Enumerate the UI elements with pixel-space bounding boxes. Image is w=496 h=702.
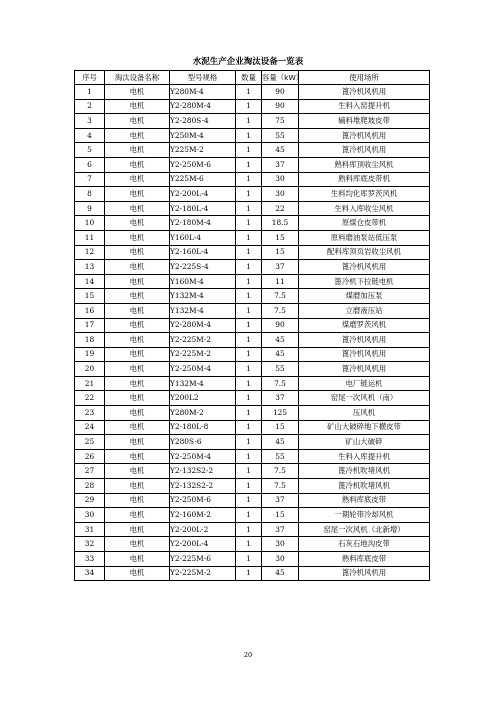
cell-model: Y2-250M-4 — [170, 449, 236, 464]
cell-index: 2 — [75, 99, 105, 114]
cell-equipment-name: 电机 — [105, 230, 170, 245]
cell-index: 32 — [75, 537, 105, 552]
cell-equipment-name: 电机 — [105, 216, 170, 231]
document-title: 水泥生产企业淘汰设备一览表 — [192, 57, 304, 67]
cell-capacity: 7.5 — [262, 464, 299, 479]
cell-quantity: 1 — [236, 99, 262, 114]
cell-quantity: 1 — [236, 508, 262, 523]
cell-equipment-name: 电机 — [105, 493, 170, 508]
cell-capacity: 30 — [262, 552, 299, 567]
cell-model: Y2-250M-4 — [170, 362, 236, 377]
cell-capacity: 30 — [262, 537, 299, 552]
cell-index: 30 — [75, 508, 105, 523]
cell-capacity: 45 — [262, 435, 299, 450]
cell-location: 窑尾一次风机（南） — [299, 391, 430, 406]
cell-model: Y2-280M-4 — [170, 99, 236, 114]
cell-capacity: 15 — [262, 508, 299, 523]
cell-quantity: 1 — [236, 479, 262, 494]
cell-quantity: 1 — [236, 216, 262, 231]
cell-model: Y2-225M-2 — [170, 566, 236, 581]
cell-location: 生料均化库罗茨风机 — [299, 187, 430, 202]
cell-model: Y2-200L-4 — [170, 187, 236, 202]
cell-capacity: 30 — [262, 172, 299, 187]
cell-equipment-name: 电机 — [105, 143, 170, 158]
table-row — [75, 85, 430, 100]
cell-location: 篦冷机风机用 — [299, 566, 430, 581]
cell-capacity: 125 — [262, 406, 299, 421]
header-location: 使用场所 — [299, 71, 430, 85]
cell-quantity: 1 — [236, 114, 262, 129]
cell-capacity: 30 — [262, 187, 299, 202]
cell-model: Y2-225M-6 — [170, 552, 236, 567]
cell-quantity: 1 — [236, 318, 262, 333]
cell-index: 12 — [75, 245, 105, 260]
cell-location: 煤磨加压泵 — [299, 289, 430, 304]
cell-location: 原料磨油泵站低压泵 — [299, 230, 430, 245]
cell-equipment-name: 电机 — [105, 260, 170, 275]
cell-quantity: 1 — [236, 85, 262, 100]
cell-location: 生料入窑提升机 — [299, 99, 430, 114]
table-row — [75, 216, 430, 231]
cell-index: 21 — [75, 376, 105, 391]
cell-equipment-name: 电机 — [105, 187, 170, 202]
cell-location: 电厂链运机 — [299, 376, 430, 391]
cell-index: 31 — [75, 522, 105, 537]
header-row — [75, 71, 430, 85]
cell-equipment-name: 电机 — [105, 201, 170, 216]
table-row — [75, 522, 430, 537]
cell-equipment-name: 电机 — [105, 347, 170, 362]
cell-location: 压风机 — [299, 406, 430, 421]
cell-equipment-name: 电机 — [105, 333, 170, 348]
cell-equipment-name: 电机 — [105, 566, 170, 581]
cell-equipment-name: 电机 — [105, 114, 170, 129]
table-row — [75, 172, 430, 187]
cell-model: Y2-280M-4 — [170, 318, 236, 333]
cell-quantity: 1 — [236, 464, 262, 479]
cell-index: 16 — [75, 303, 105, 318]
cell-location: 熟料库顶收尘风机 — [299, 157, 430, 172]
cell-model: Y2-225M-2 — [170, 347, 236, 362]
cell-index: 11 — [75, 230, 105, 245]
cell-location: 熟料库底皮带 — [299, 552, 430, 567]
table-row — [75, 362, 430, 377]
cell-model: Y2-180L-4 — [170, 201, 236, 216]
table-row — [75, 245, 430, 260]
table-row — [75, 376, 430, 391]
cell-model: Y2-132S2-2 — [170, 464, 236, 479]
cell-model: Y280M-2 — [170, 406, 236, 421]
cell-index: 26 — [75, 449, 105, 464]
cell-quantity: 1 — [236, 187, 262, 202]
cell-quantity: 1 — [236, 406, 262, 421]
cell-location: 生料入库提升机 — [299, 449, 430, 464]
cell-model: Y2-132S2-2 — [170, 479, 236, 494]
cell-index: 24 — [75, 420, 105, 435]
table-row — [75, 406, 430, 421]
cell-capacity: 37 — [262, 157, 299, 172]
cell-capacity: 37 — [262, 493, 299, 508]
cell-model: Y2-225S-4 — [170, 260, 236, 275]
table-row — [75, 260, 430, 275]
cell-index: 6 — [75, 157, 105, 172]
cell-model: Y2-200L-2 — [170, 522, 236, 537]
cell-equipment-name: 电机 — [105, 289, 170, 304]
cell-location: 篦冷机下拉链电机 — [299, 274, 430, 289]
cell-index: 27 — [75, 464, 105, 479]
cell-index: 29 — [75, 493, 105, 508]
cell-capacity: 37 — [262, 522, 299, 537]
cell-index: 34 — [75, 566, 105, 581]
table-row — [75, 347, 430, 362]
cell-index: 10 — [75, 216, 105, 231]
cell-model: Y280M-4 — [170, 85, 236, 100]
table-row — [75, 230, 430, 245]
cell-equipment-name: 电机 — [105, 537, 170, 552]
header-quantity: 数量 — [236, 71, 262, 85]
cell-index: 8 — [75, 187, 105, 202]
cell-location: 窑尾一次风机（北新增） — [299, 522, 430, 537]
cell-capacity: 18.5 — [262, 216, 299, 231]
cell-quantity: 1 — [236, 449, 262, 464]
cell-quantity: 1 — [236, 537, 262, 552]
cell-index: 23 — [75, 406, 105, 421]
table-row — [75, 508, 430, 523]
table-row — [75, 274, 430, 289]
cell-equipment-name: 电机 — [105, 522, 170, 537]
cell-quantity: 1 — [236, 493, 262, 508]
table-row — [75, 143, 430, 158]
cell-location: 原煤仓皮带机 — [299, 216, 430, 231]
table-row — [75, 289, 430, 304]
cell-model: Y2-280S-4 — [170, 114, 236, 129]
cell-capacity: 37 — [262, 391, 299, 406]
cell-equipment-name: 电机 — [105, 376, 170, 391]
cell-capacity: 7.5 — [262, 376, 299, 391]
cell-quantity: 1 — [236, 157, 262, 172]
table-row — [75, 493, 430, 508]
cell-equipment-name: 电机 — [105, 406, 170, 421]
cell-quantity: 1 — [236, 376, 262, 391]
cell-location: 篦冷机风机用 — [299, 362, 430, 377]
cell-equipment-name: 电机 — [105, 479, 170, 494]
table-row — [75, 449, 430, 464]
cell-equipment-name: 电机 — [105, 99, 170, 114]
cell-location: 矿山大破碎地下横皮带 — [299, 420, 430, 435]
table-row — [75, 99, 430, 114]
cell-quantity: 1 — [236, 260, 262, 275]
cell-equipment-name: 电机 — [105, 508, 170, 523]
cell-equipment-name: 电机 — [105, 420, 170, 435]
cell-capacity: 37 — [262, 260, 299, 275]
cell-model: Y132M-4 — [170, 303, 236, 318]
page-number: 20 — [243, 651, 253, 659]
cell-index: 4 — [75, 128, 105, 143]
cell-model: Y2-200L-4 — [170, 537, 236, 552]
cell-quantity: 1 — [236, 552, 262, 567]
cell-location: 矿山大破碎 — [299, 435, 430, 450]
table-row — [75, 479, 430, 494]
cell-model: Y2-225M-2 — [170, 333, 236, 348]
cell-location: 立磨液压站 — [299, 303, 430, 318]
cell-quantity: 1 — [236, 435, 262, 450]
table-body — [75, 85, 430, 581]
cell-location: 篦冷机风机用 — [299, 128, 430, 143]
cell-index: 15 — [75, 289, 105, 304]
cell-quantity: 1 — [236, 362, 262, 377]
cell-equipment-name: 电机 — [105, 245, 170, 260]
cell-equipment-name: 电机 — [105, 552, 170, 567]
cell-capacity: 90 — [262, 85, 299, 100]
cell-model: Y132M-4 — [170, 376, 236, 391]
cell-model: Y2-160M-2 — [170, 508, 236, 523]
cell-capacity: 15 — [262, 230, 299, 245]
cell-model: Y2-160L-4 — [170, 245, 236, 260]
cell-capacity: 90 — [262, 99, 299, 114]
equipment-table — [74, 70, 430, 581]
cell-index: 5 — [75, 143, 105, 158]
cell-index: 25 — [75, 435, 105, 450]
cell-capacity: 22 — [262, 201, 299, 216]
cell-capacity: 45 — [262, 143, 299, 158]
cell-capacity: 15 — [262, 420, 299, 435]
cell-equipment-name: 电机 — [105, 318, 170, 333]
cell-equipment-name: 电机 — [105, 157, 170, 172]
cell-location: 篦冷机吹堵风机 — [299, 479, 430, 494]
cell-quantity: 1 — [236, 230, 262, 245]
cell-equipment-name: 电机 — [105, 274, 170, 289]
table-row — [75, 435, 430, 450]
cell-model: Y2-180L-8 — [170, 420, 236, 435]
cell-quantity: 1 — [236, 420, 262, 435]
table-row — [75, 114, 430, 129]
cell-equipment-name: 电机 — [105, 449, 170, 464]
cell-location: 熟料库底皮带 — [299, 493, 430, 508]
cell-equipment-name: 电机 — [105, 172, 170, 187]
cell-capacity: 90 — [262, 318, 299, 333]
cell-model: Y280S-6 — [170, 435, 236, 450]
table-row — [75, 318, 430, 333]
cell-quantity: 1 — [236, 303, 262, 318]
cell-equipment-name: 电机 — [105, 128, 170, 143]
cell-equipment-name: 电机 — [105, 303, 170, 318]
cell-index: 7 — [75, 172, 105, 187]
cell-model: Y160M-4 — [170, 274, 236, 289]
cell-location: 篦冷机风机用 — [299, 333, 430, 348]
cell-quantity: 1 — [236, 245, 262, 260]
cell-capacity: 75 — [262, 114, 299, 129]
cell-capacity: 45 — [262, 347, 299, 362]
header-equipment-name: 淘汰设备名称 — [105, 71, 170, 85]
cell-capacity: 55 — [262, 362, 299, 377]
cell-location: 石灰石地沟皮带 — [299, 537, 430, 552]
cell-equipment-name: 电机 — [105, 362, 170, 377]
cell-index: 1 — [75, 85, 105, 100]
cell-model: Y160L-4 — [170, 230, 236, 245]
cell-model: Y132M-4 — [170, 289, 236, 304]
header-model: 型号规格 — [170, 71, 236, 85]
cell-location: 一期轮带冷却风机 — [299, 508, 430, 523]
cell-equipment-name: 电机 — [105, 391, 170, 406]
cell-capacity: 55 — [262, 449, 299, 464]
cell-index: 18 — [75, 333, 105, 348]
table-row — [75, 391, 430, 406]
cell-index: 33 — [75, 552, 105, 567]
cell-location: 辅料堆爬坡皮带 — [299, 114, 430, 129]
cell-quantity: 1 — [236, 347, 262, 362]
cell-index: 19 — [75, 347, 105, 362]
cell-location: 配料库顶页岩收尘风机 — [299, 245, 430, 260]
cell-quantity: 1 — [236, 201, 262, 216]
cell-index: 13 — [75, 260, 105, 275]
cell-location: 篦冷机风机用 — [299, 260, 430, 275]
table-row — [75, 537, 430, 552]
cell-model: Y200L2 — [170, 391, 236, 406]
table-row — [75, 187, 430, 202]
cell-model: Y225M-2 — [170, 143, 236, 158]
cell-quantity: 1 — [236, 172, 262, 187]
cell-quantity: 1 — [236, 566, 262, 581]
cell-index: 3 — [75, 114, 105, 129]
cell-capacity: 7.5 — [262, 289, 299, 304]
cell-location: 篦冷机风机用 — [299, 143, 430, 158]
cell-index: 17 — [75, 318, 105, 333]
table-row — [75, 157, 430, 172]
table-row — [75, 128, 430, 143]
cell-index: 9 — [75, 201, 105, 216]
cell-index: 14 — [75, 274, 105, 289]
cell-model: Y2-250M-6 — [170, 493, 236, 508]
cell-location: 篦冷机风机用 — [299, 85, 430, 100]
cell-quantity: 1 — [236, 274, 262, 289]
cell-capacity: 55 — [262, 128, 299, 143]
cell-location: 煤磨罗茨风机 — [299, 318, 430, 333]
cell-model: Y2-250M-6 — [170, 157, 236, 172]
cell-capacity: 7.5 — [262, 479, 299, 494]
cell-equipment-name: 电机 — [105, 435, 170, 450]
header-capacity: 容量（kW） — [262, 71, 299, 85]
table-row — [75, 201, 430, 216]
cell-equipment-name: 电机 — [105, 85, 170, 100]
cell-index: 28 — [75, 479, 105, 494]
table-row — [75, 566, 430, 581]
header-index: 序号 — [75, 71, 105, 85]
cell-capacity: 15 — [262, 245, 299, 260]
table-row — [75, 303, 430, 318]
table-row — [75, 552, 430, 567]
cell-quantity: 1 — [236, 333, 262, 348]
cell-quantity: 1 — [236, 391, 262, 406]
cell-index: 20 — [75, 362, 105, 377]
cell-model: Y225M-6 — [170, 172, 236, 187]
cell-equipment-name: 电机 — [105, 464, 170, 479]
cell-quantity: 1 — [236, 289, 262, 304]
cell-index: 22 — [75, 391, 105, 406]
table-row — [75, 420, 430, 435]
cell-location: 生料入库收尘风机 — [299, 201, 430, 216]
cell-location: 篦冷机风机用 — [299, 347, 430, 362]
cell-capacity: 45 — [262, 333, 299, 348]
cell-quantity: 1 — [236, 522, 262, 537]
cell-model: Y250M-4 — [170, 128, 236, 143]
cell-capacity: 11 — [262, 274, 299, 289]
table-header — [75, 71, 430, 85]
cell-location: 熟料库底皮带机 — [299, 172, 430, 187]
cell-quantity: 1 — [236, 128, 262, 143]
cell-capacity: 7.5 — [262, 303, 299, 318]
table-row — [75, 333, 430, 348]
cell-location: 篦冷机吹堵风机 — [299, 464, 430, 479]
cell-quantity: 1 — [236, 143, 262, 158]
cell-capacity: 45 — [262, 566, 299, 581]
cell-model: Y2-180M-4 — [170, 216, 236, 231]
table-row — [75, 464, 430, 479]
